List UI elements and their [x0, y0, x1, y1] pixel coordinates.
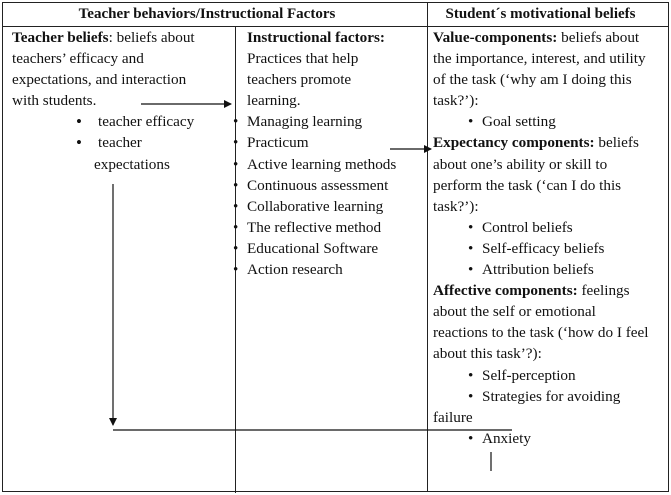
list-item: • Self-efficacy beliefs [482, 238, 665, 259]
list-item: • Attribution beliefs [482, 259, 665, 280]
list-item: • Collaborative learning [247, 196, 425, 217]
affective-desc-2: reactions to the task (‘how do I feel [433, 324, 649, 342]
expectancy-desc-0: beliefs [594, 134, 639, 152]
list-item: • teacher efficacy [98, 111, 232, 132]
expectancy-desc-2: perform the task (‘can I do this [433, 176, 622, 194]
list-item: • Anxiety [482, 428, 665, 449]
expectancy-components-title: Expectancy components: [433, 134, 595, 152]
value-line-1 [433, 27, 665, 48]
teacher-beliefs-desc-0: : beliefs about [108, 29, 195, 46]
affective-list-cont [433, 428, 665, 449]
value-desc-1: the importance, interest, and utility [433, 50, 646, 68]
teacher-beliefs-desc-3: with students. [12, 92, 97, 110]
affective-list [433, 365, 665, 407]
list-item: • Educational Software [247, 238, 425, 259]
value-desc-0: beliefs about [557, 29, 640, 46]
list-item: • teacher [98, 132, 232, 153]
teacher-beliefs-line-1 [12, 27, 232, 48]
value-components-title: Value-components: [433, 29, 558, 46]
instructional-list [247, 111, 425, 280]
teacher-beliefs-title: Teacher beliefs [12, 29, 109, 46]
list-item: • Strategies for avoiding [482, 386, 665, 407]
value-list [433, 111, 665, 132]
instructional-factors-cell [247, 27, 425, 280]
list-item: • The reflective method [247, 217, 425, 238]
list-item: • Goal setting [482, 111, 665, 132]
value-desc-2: of the task (‘why am I doing this [433, 71, 632, 89]
teacher-beliefs-desc-1: teachers’ efficacy and [12, 50, 144, 68]
column-divider-2 [427, 3, 428, 491]
list-item: • Self-perception [482, 365, 665, 386]
framework-table [2, 2, 669, 492]
expectancy-desc-1: about one’s ability or skill to [433, 155, 608, 173]
expectancy-list [433, 217, 665, 280]
instructional-desc-0: Practices that help [247, 50, 359, 68]
list-item-continuation: expectations [94, 155, 170, 173]
instructional-desc-1: teachers promote [247, 71, 352, 89]
list-item: • Managing learning [247, 111, 425, 132]
expectancy-desc-3: task?’): [433, 197, 479, 215]
expectancy-line-1 [433, 132, 665, 153]
header-row [3, 3, 668, 27]
list-item: • Action research [247, 259, 425, 280]
affective-line-1 [433, 280, 665, 301]
list-item: • Continuous assessment [247, 175, 425, 196]
instructional-title: Instructional factors: [247, 29, 385, 46]
list-item: • Active learning methods [247, 154, 425, 175]
student-beliefs-cell [433, 27, 665, 449]
affective-desc-0: feelings [577, 282, 630, 300]
list-item: • Control beliefs [482, 217, 665, 238]
instructional-desc-2: learning. [247, 92, 301, 110]
value-desc-3: task?’): [433, 92, 479, 110]
teacher-beliefs-cell [12, 27, 232, 175]
header-student-beliefs: Student´s motivational beliefs [445, 6, 636, 22]
affective-desc-1: about the self or emotional [433, 303, 596, 321]
teacher-beliefs-list [12, 111, 232, 174]
list-item: • Practicum [247, 132, 425, 153]
affective-wrap-text: failure [433, 408, 473, 426]
teacher-beliefs-desc-2: expectations, and interaction [12, 71, 187, 89]
header-teacher-behaviors: Teacher behaviors/Instructional Factors [78, 6, 336, 22]
affective-desc-3: about this task’?): [433, 345, 542, 363]
affective-components-title: Affective components: [433, 282, 578, 300]
